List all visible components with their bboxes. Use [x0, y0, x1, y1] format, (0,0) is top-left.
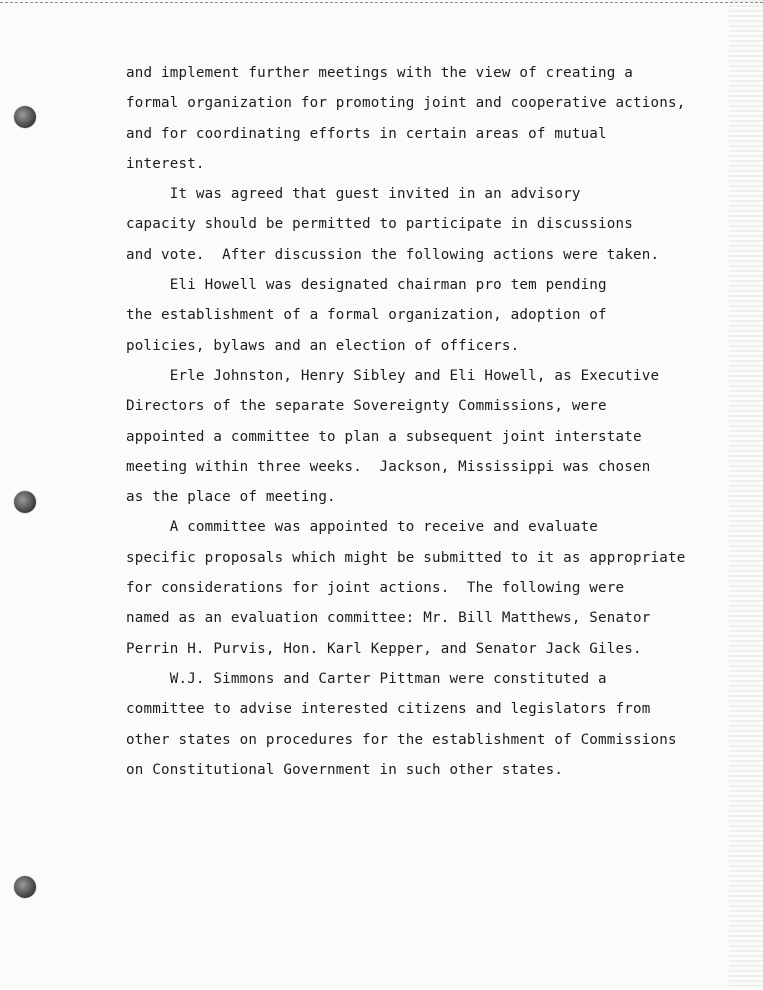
text-line: other states on procedures for the establishment of Commissions — [126, 731, 677, 748]
text-line: Erle Johnston, Henry Sibley and Eli Howell, as Executive — [126, 367, 660, 384]
text-line: the establishment of a formal organization, adoption of — [126, 307, 607, 324]
typed-page-text — [126, 58, 726, 785]
text-line: and for coordinating efforts in certain areas of mutual — [126, 125, 607, 142]
text-line: and implement further meetings with the view of creating a — [126, 65, 634, 81]
text-line: as the place of meeting. — [126, 489, 336, 506]
punch-hole — [14, 106, 36, 128]
text-line: It was agreed that guest invited in an advisory — [126, 186, 581, 203]
text-line: named as an evaluation committee: Mr. Bill Matthews, Senator — [126, 610, 651, 627]
text-line: A committee was appointed to receive and evaluate — [126, 519, 599, 536]
text-line: Eli Howell was designated chairman pro tem pending — [126, 277, 607, 294]
text-line: on Constitutional Government in such other states. — [126, 761, 564, 778]
top-dashed-rule — [0, 2, 763, 3]
text-line: specific proposals which might be submitted to it as appropriate — [126, 549, 686, 566]
text-line: policies, bylaws and an election of officers. — [126, 337, 520, 354]
text-line: formal organization for promoting joint and cooperative actions, — [126, 95, 686, 112]
text-line: committee to advise interested citizens and legislators from — [126, 701, 651, 718]
punch-hole — [14, 876, 36, 898]
text-line: W.J. Simmons and Carter Pittman were constituted a — [126, 670, 607, 687]
text-line: meeting within three weeks. Jackson, Mississippi was chosen — [126, 458, 651, 475]
scan-edge-noise — [729, 0, 763, 990]
punch-hole — [14, 491, 36, 513]
text-line: and vote. After discussion the following actions were taken. — [126, 246, 660, 263]
text-line: interest. — [126, 155, 205, 172]
text-line: for considerations for joint actions. The following were — [126, 580, 625, 597]
text-line: capacity should be permitted to participate in discussions — [126, 216, 634, 233]
text-line: Directors of the separate Sovereignty Commissions, were — [126, 398, 607, 415]
text-line: Perrin H. Purvis, Hon. Karl Kepper, and Senator Jack Giles. — [126, 640, 642, 657]
text-line: appointed a committee to plan a subsequent joint interstate — [126, 428, 642, 445]
